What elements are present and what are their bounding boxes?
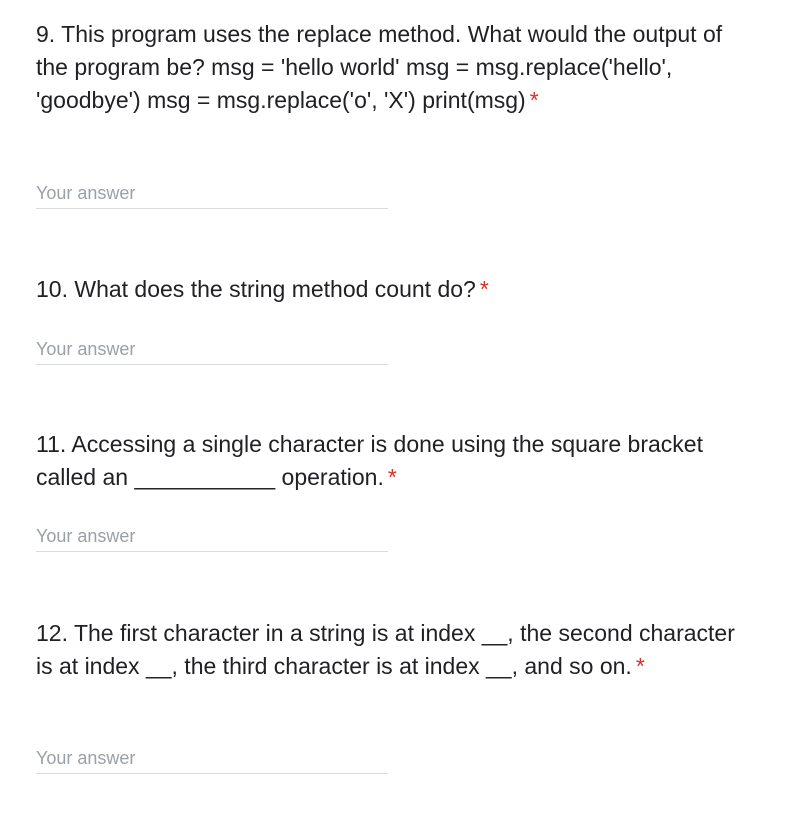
- question-11-title: [36, 428, 756, 494]
- required-asterisk: *: [529, 87, 539, 113]
- question-9-text: 9. This program uses the replace method. What would the output of the program be? msg = 'hello world' msg = msg.replace('hello', 'goodbye') msg = msg.replace('o', 'X') print(msg): [36, 21, 723, 113]
- question-9: [36, 18, 756, 117]
- required-asterisk: *: [387, 464, 397, 490]
- question-12-answer-input[interactable]: [36, 743, 388, 774]
- question-10: [36, 273, 756, 306]
- question-9-title: [36, 18, 756, 117]
- question-12-text: 12. The first character in a string is at index __, the second character is at index __, the third character is at index __, and so on.: [36, 620, 735, 679]
- question-10-title: [36, 273, 756, 306]
- required-asterisk: *: [479, 276, 489, 302]
- question-10-answer-input[interactable]: [36, 334, 388, 365]
- question-10-text: 10. What does the string method count do?: [36, 276, 476, 302]
- required-asterisk: *: [635, 653, 645, 679]
- question-12: [36, 617, 756, 683]
- question-9-answer-input[interactable]: [36, 178, 388, 209]
- question-11-text: 11. Accessing a single character is done using the square bracket called an ___________ operation.: [36, 431, 703, 490]
- question-11-answer-input[interactable]: [36, 521, 388, 552]
- question-12-title: [36, 617, 756, 683]
- question-11: [36, 428, 756, 494]
